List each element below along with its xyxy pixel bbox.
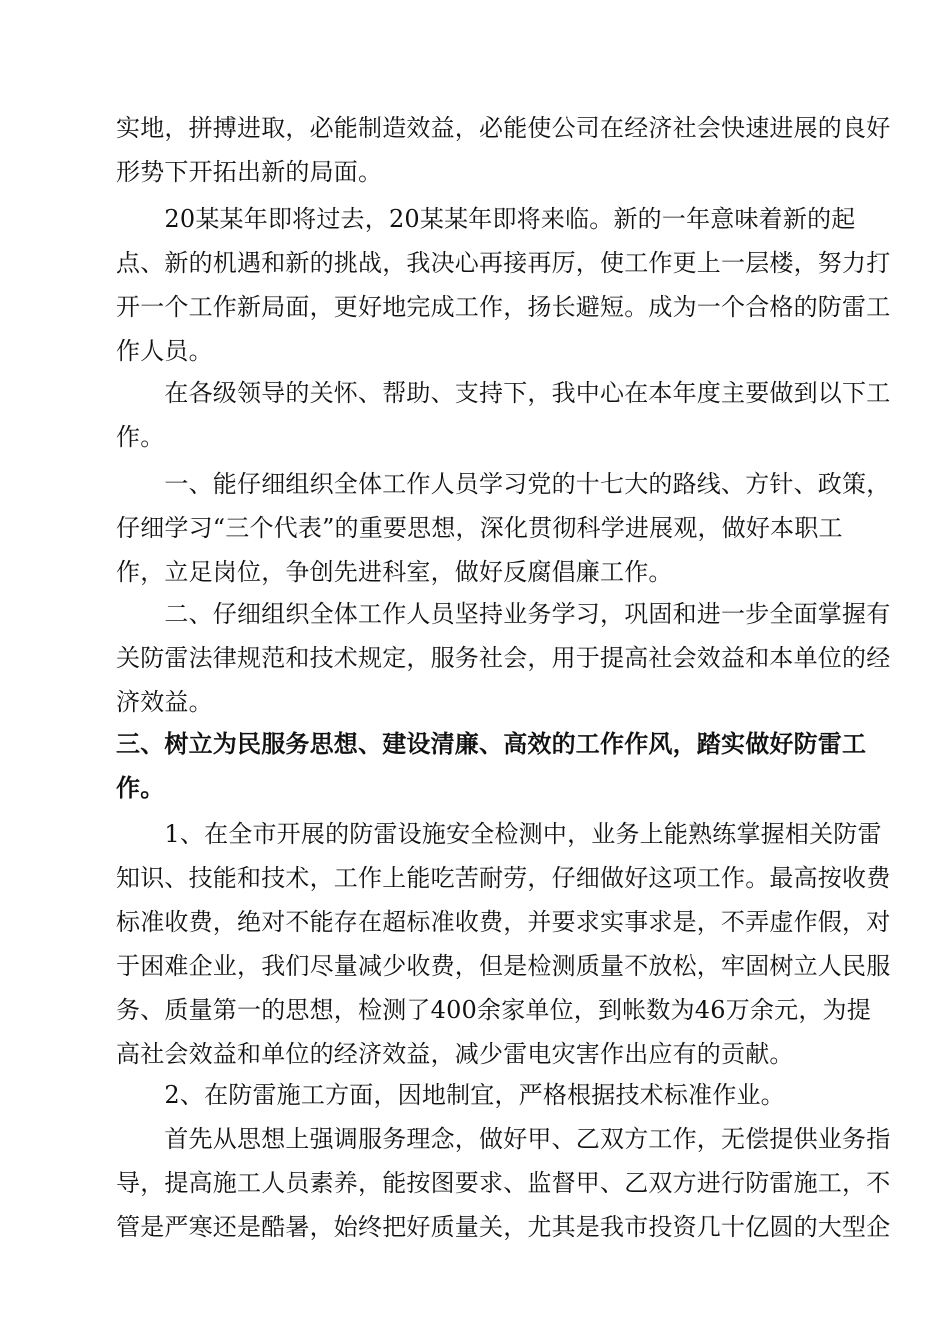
text-line: 开一个工作新局面，更好地完成工作，扬长避短。成为一个合格的防雷工 [116,293,891,321]
text-line: 作。 [116,423,165,451]
text-line: 于困难企业，我们尽量减少收费，但是检测质量不放松，牢固树立人民服 [116,952,891,980]
text-line: 仔细学习“三个代表”的重要思想，深化贯彻科学进展观，做好本职工 [116,514,843,542]
text-line: 高社会效益和单位的经济效益，减少雷电灾害作出应有的贡献。 [116,1040,794,1068]
paragraph-item-2 [116,1073,832,1117]
heading-line: 作。 [116,773,165,802]
paragraph-2 [116,197,891,373]
paragraph-item-1 [116,812,891,1076]
text-line: 20某某年即将过去，20某某年即将来临。新的一年意味着新的起 [116,205,856,233]
paragraph-4 [116,462,891,594]
text-line: 作，立足岗位，争创先进科室，做好反腐倡廉工作。 [116,558,673,586]
section-heading-3 [116,722,867,810]
text-line: 标准收费，绝对不能存在超标准收费，并要求实事求是，不弄虚作假，对 [116,908,891,936]
text-line: 形势下开拓出新的局面。 [116,158,383,186]
text-line: 关防雷法律规范和技术规定，服务社会，用于提高社会效益和本单位的经 [116,644,891,672]
text-line: 管是严寒还是酷暑，始终把好质量关，尤其是我市投资几十亿圆的大型企 [116,1213,891,1241]
text-line: 一、能仔细组织全体工作人员学习党的十七大的路线、方针、政策， [116,470,891,498]
text-line: 作人员。 [116,337,213,365]
text-line: 1、在全市开展的防雷设施安全检测中，业务上能熟练掌握相关防雷 [116,820,882,848]
text-line: 点、新的机遇和新的挑战，我决心再接再厉，使工作更上一层楼，努力打 [116,249,891,277]
text-line: 济效益。 [116,688,213,716]
text-line: 二、仔细组织全体工作人员坚持业务学习，巩固和进一步全面掌握有 [116,600,891,628]
text-line: 实地，拼搏进取，必能制造效益，必能使公司在经济社会快速进展的良好 [116,114,891,142]
paragraph-3 [116,371,891,459]
paragraph-5 [116,592,891,724]
paragraph-1 [116,106,891,194]
text-line: 务、质量第一的思想，检测了400余家单位，到帐数为46万余元，为提 [116,996,871,1024]
text-line: 知识、技能和技术，工作上能吃苦耐劳，仔细做好这项工作。最高按收费 [116,864,891,892]
text-line: 2、在防雷施工方面，因地制宜，严格根据技术标准作业。 [116,1081,785,1109]
text-line: 导，提高施工人员素养，能按图要求、监督甲、乙双方进行防雷施工，不 [116,1169,891,1197]
heading-line: 三、树立为民服务思想、建设清廉、高效的工作作风，踏实做好防雷工 [116,729,867,758]
paragraph-construction [116,1117,891,1249]
text-line: 首先从思想上强调服务理念，做好甲、乙双方工作，无偿提供业务指 [116,1125,891,1153]
text-line: 在各级领导的关怀、帮助、支持下，我中心在本年度主要做到以下工 [116,379,891,407]
